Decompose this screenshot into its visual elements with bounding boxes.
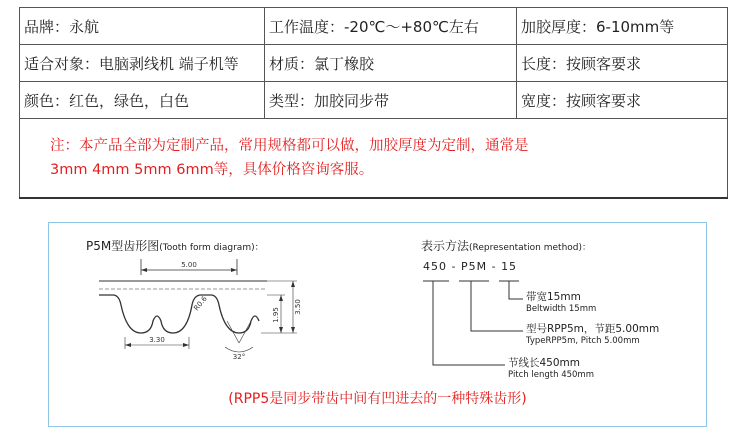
rep-item-length-cn: 节线长450mm: [508, 357, 580, 369]
rep-item-width-cn: 带宽15mm: [526, 291, 581, 303]
width-cell: 宽度：按顾客要求: [517, 82, 728, 119]
note-line-1: 注：本产品全部为定制产品，常用规格都可以做，加胶厚度为定制，通常是: [50, 138, 529, 154]
spec-table: [19, 7, 728, 199]
note-row: [20, 119, 728, 199]
brand-cell: 品牌：永航: [20, 8, 265, 45]
width-dimension-label: 3.30: [149, 336, 165, 344]
figure-caption: (RPP5是同步带齿中间有凹进去的一种特殊齿形): [228, 391, 527, 407]
representation-title-cn: 表示方法: [421, 239, 470, 253]
rubber-thickness-cell: 加胶厚度：6-10mm等: [517, 8, 728, 45]
rep-item-length-en: Pitch length 450mm: [508, 370, 594, 380]
angle-label: 32°: [232, 353, 246, 361]
spec-row: [20, 8, 728, 45]
code-width: 15: [501, 260, 518, 273]
representation-title-en: (Representation method)：: [469, 243, 592, 253]
note-line-2: 3mm 4mm 5mm 6mm等，具体价格咨询客服。: [50, 162, 374, 178]
rep-item-type: [526, 323, 659, 347]
code-length: 450: [423, 260, 447, 273]
tooth-height-label: 1.95: [272, 307, 280, 323]
tooth-figure-panel: [48, 222, 707, 427]
representation-code: 450 - P5M - 15: [423, 260, 518, 273]
code-type: P5M: [460, 260, 488, 273]
applicable-cell: 适合对象：电脑剥线机 端子机等: [20, 45, 265, 82]
total-height-label: 3.50: [294, 299, 302, 315]
representation-title: [421, 237, 591, 254]
rep-item-type-cn: 型号RPP5m，节距5.00mm: [526, 323, 660, 335]
rep-item-type-en: TypeRPP5m, Pitch 5.00mm: [526, 336, 640, 346]
rep-item-width-en: Beltwidth 15mm: [526, 304, 597, 314]
rep-item-length: [508, 357, 594, 381]
pitch-dimension-label: 5.00: [181, 261, 197, 269]
tooth-diagram-title-cn: P5M型齿形图: [86, 239, 160, 253]
tooth-diagram-title-en: (Tooth form diagram)：: [159, 243, 264, 253]
length-cell: 长度：按顾客要求: [517, 45, 728, 82]
temperature-cell: 工作温度：-20℃～+80℃左右: [265, 8, 517, 45]
material-cell: 材质：氯丁橡胶: [265, 45, 517, 82]
color-cell: 颜色：红色，绿色，白色: [20, 82, 265, 119]
type-cell: 类型：加胶同步带: [265, 82, 517, 119]
spec-row: [20, 82, 728, 119]
radius-label: R0.6: [192, 294, 209, 313]
spec-row: [20, 45, 728, 82]
note-cell: [20, 119, 728, 199]
rep-item-width: [526, 291, 596, 315]
